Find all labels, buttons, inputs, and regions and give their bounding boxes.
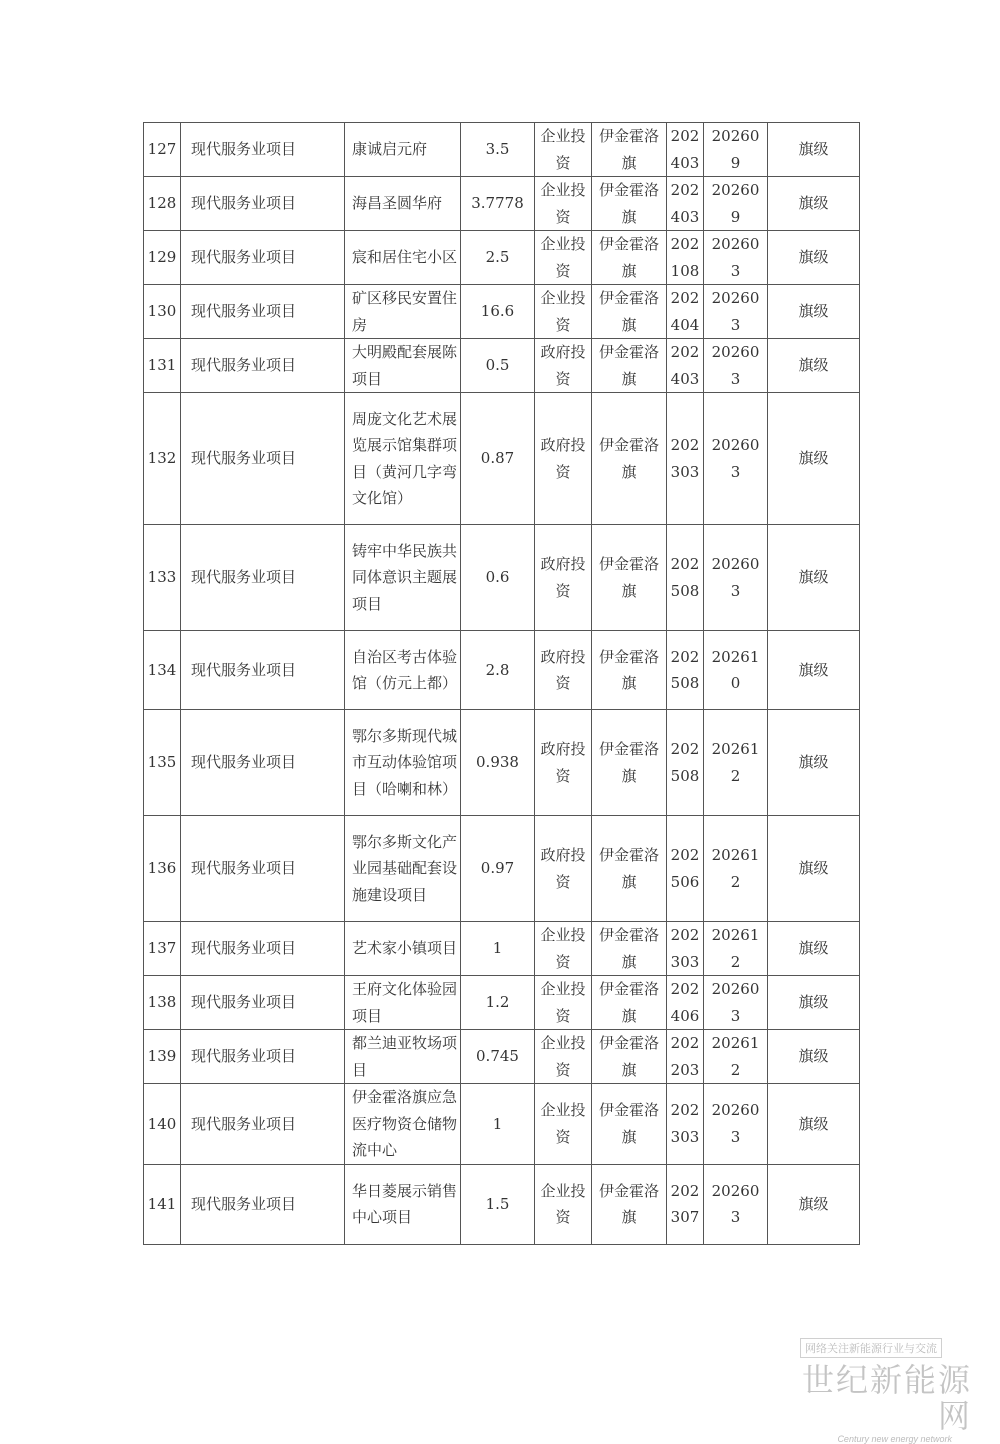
row-number: 131: [144, 339, 181, 393]
row-number: 136: [144, 816, 181, 922]
location-cell: 伊金霍洛旗: [592, 177, 667, 231]
category-cell: 现代服务业项目: [181, 285, 345, 339]
watermark-slogan: 网络关注新能源行业与交流: [800, 1338, 942, 1358]
investment-type-cell: 企业投资: [535, 922, 592, 976]
start-date-cell: 202403: [667, 177, 704, 231]
project-name-cell: 海昌圣圆华府: [345, 177, 461, 231]
start-date-cell: 202303: [667, 922, 704, 976]
project-name-cell: 宸和居住宅小区: [345, 231, 461, 285]
level-cell: 旗级: [768, 177, 860, 231]
location-cell: 伊金霍洛旗: [592, 123, 667, 177]
project-name-cell: 伊金霍洛旗应急医疗物资仓储物流中心: [345, 1084, 461, 1165]
location-cell: 伊金霍洛旗: [592, 1164, 667, 1244]
end-date-cell: 202603: [704, 231, 768, 285]
table-row: [144, 816, 860, 922]
end-date-cell: 202603: [704, 1084, 768, 1165]
project-name-cell: 王府文化体验园项目: [345, 976, 461, 1030]
investment-type-cell: 企业投资: [535, 1164, 592, 1244]
category-cell: 现代服务业项目: [181, 123, 345, 177]
investment-cell: 1: [461, 1084, 535, 1165]
category-cell: 现代服务业项目: [181, 710, 345, 816]
start-date-cell: 202303: [667, 1084, 704, 1165]
row-number: 140: [144, 1084, 181, 1165]
investment-type-cell: 政府投资: [535, 525, 592, 631]
category-cell: 现代服务业项目: [181, 1030, 345, 1084]
location-cell: 伊金霍洛旗: [592, 393, 667, 525]
table-row: [144, 525, 860, 631]
table-row: [144, 231, 860, 285]
table-body: [144, 123, 860, 1245]
level-cell: 旗级: [768, 393, 860, 525]
level-cell: 旗级: [768, 816, 860, 922]
level-cell: 旗级: [768, 525, 860, 631]
start-date-cell: 202506: [667, 816, 704, 922]
end-date-cell: 202609: [704, 177, 768, 231]
table-row: [144, 976, 860, 1030]
category-cell: 现代服务业项目: [181, 393, 345, 525]
category-cell: 现代服务业项目: [181, 525, 345, 631]
investment-type-cell: 政府投资: [535, 710, 592, 816]
row-number: 139: [144, 1030, 181, 1084]
investment-type-cell: 企业投资: [535, 285, 592, 339]
location-cell: 伊金霍洛旗: [592, 816, 667, 922]
start-date-cell: 202508: [667, 631, 704, 710]
start-date-cell: 202303: [667, 393, 704, 525]
watermark-subtitle: Century new energy network: [837, 1434, 952, 1444]
location-cell: 伊金霍洛旗: [592, 922, 667, 976]
category-cell: 现代服务业项目: [181, 339, 345, 393]
row-number: 135: [144, 710, 181, 816]
table-row: [144, 1030, 860, 1084]
end-date-cell: 202603: [704, 339, 768, 393]
project-name-cell: 鄂尔多斯文化产业园基础配套设施建设项目: [345, 816, 461, 922]
location-cell: 伊金霍洛旗: [592, 976, 667, 1030]
end-date-cell: 202612: [704, 816, 768, 922]
start-date-cell: 202508: [667, 710, 704, 816]
project-name-cell: 华日菱展示销售中心项目: [345, 1164, 461, 1244]
project-name-cell: 鄂尔多斯现代城市互动体验馆项目（哈喇和林）: [345, 710, 461, 816]
category-cell: 现代服务业项目: [181, 976, 345, 1030]
start-date-cell: 202406: [667, 976, 704, 1030]
row-number: 129: [144, 231, 181, 285]
investment-cell: 16.6: [461, 285, 535, 339]
category-cell: 现代服务业项目: [181, 1084, 345, 1165]
row-number: 130: [144, 285, 181, 339]
investment-cell: 0.745: [461, 1030, 535, 1084]
location-cell: 伊金霍洛旗: [592, 710, 667, 816]
category-cell: 现代服务业项目: [181, 231, 345, 285]
project-name-cell: 康诚启元府: [345, 123, 461, 177]
start-date-cell: 202403: [667, 339, 704, 393]
investment-cell: 0.6: [461, 525, 535, 631]
level-cell: 旗级: [768, 123, 860, 177]
investment-cell: 0.97: [461, 816, 535, 922]
end-date-cell: 202603: [704, 393, 768, 525]
location-cell: 伊金霍洛旗: [592, 285, 667, 339]
investment-type-cell: 政府投资: [535, 631, 592, 710]
table-row: [144, 285, 860, 339]
investment-cell: 2.5: [461, 231, 535, 285]
investment-type-cell: 企业投资: [535, 1084, 592, 1165]
category-cell: 现代服务业项目: [181, 631, 345, 710]
location-cell: 伊金霍洛旗: [592, 1030, 667, 1084]
end-date-cell: 202612: [704, 710, 768, 816]
row-number: 134: [144, 631, 181, 710]
table-row: [144, 631, 860, 710]
table-row: [144, 393, 860, 525]
investment-type-cell: 政府投资: [535, 393, 592, 525]
project-table: [143, 122, 860, 1245]
row-number: 138: [144, 976, 181, 1030]
location-cell: 伊金霍洛旗: [592, 525, 667, 631]
location-cell: 伊金霍洛旗: [592, 231, 667, 285]
level-cell: 旗级: [768, 976, 860, 1030]
table-row: [144, 922, 860, 976]
start-date-cell: 202108: [667, 231, 704, 285]
investment-cell: 1.5: [461, 1164, 535, 1244]
location-cell: 伊金霍洛旗: [592, 1084, 667, 1165]
level-cell: 旗级: [768, 922, 860, 976]
category-cell: 现代服务业项目: [181, 177, 345, 231]
end-date-cell: 202603: [704, 976, 768, 1030]
category-cell: 现代服务业项目: [181, 922, 345, 976]
investment-cell: 0.87: [461, 393, 535, 525]
investment-type-cell: 企业投资: [535, 123, 592, 177]
project-name-cell: 周庞文化艺术展览展示馆集群项目（黄河几字弯文化馆）: [345, 393, 461, 525]
start-date-cell: 202307: [667, 1164, 704, 1244]
project-name-cell: 艺术家小镇项目: [345, 922, 461, 976]
end-date-cell: 202609: [704, 123, 768, 177]
level-cell: 旗级: [768, 1084, 860, 1165]
investment-type-cell: 政府投资: [535, 816, 592, 922]
investment-type-cell: 企业投资: [535, 1030, 592, 1084]
investment-type-cell: 企业投资: [535, 177, 592, 231]
project-name-cell: 大明殿配套展陈项目: [345, 339, 461, 393]
level-cell: 旗级: [768, 631, 860, 710]
table-row: [144, 339, 860, 393]
level-cell: 旗级: [768, 1164, 860, 1244]
row-number: 141: [144, 1164, 181, 1244]
category-cell: 现代服务业项目: [181, 816, 345, 922]
start-date-cell: 202203: [667, 1030, 704, 1084]
row-number: 133: [144, 525, 181, 631]
end-date-cell: 202603: [704, 285, 768, 339]
investment-cell: 0.5: [461, 339, 535, 393]
project-name-cell: 矿区移民安置住房: [345, 285, 461, 339]
start-date-cell: 202508: [667, 525, 704, 631]
level-cell: 旗级: [768, 231, 860, 285]
row-number: 127: [144, 123, 181, 177]
category-cell: 现代服务业项目: [181, 1164, 345, 1244]
project-name-cell: 都兰迪亚牧场项目: [345, 1030, 461, 1084]
project-name-cell: 自治区考古体验馆（仿元上都）: [345, 631, 461, 710]
investment-cell: 3.7778: [461, 177, 535, 231]
level-cell: 旗级: [768, 285, 860, 339]
end-date-cell: 202603: [704, 525, 768, 631]
investment-cell: 1.2: [461, 976, 535, 1030]
investment-type-cell: 企业投资: [535, 976, 592, 1030]
location-cell: 伊金霍洛旗: [592, 631, 667, 710]
start-date-cell: 202403: [667, 123, 704, 177]
table-row: [144, 1164, 860, 1244]
end-date-cell: 202612: [704, 1030, 768, 1084]
table-row: [144, 177, 860, 231]
watermark: [792, 1338, 972, 1444]
investment-cell: 3.5: [461, 123, 535, 177]
level-cell: 旗级: [768, 710, 860, 816]
start-date-cell: 202404: [667, 285, 704, 339]
investment-cell: 2.8: [461, 631, 535, 710]
end-date-cell: 202603: [704, 1164, 768, 1244]
investment-cell: 1: [461, 922, 535, 976]
row-number: 128: [144, 177, 181, 231]
end-date-cell: 202610: [704, 631, 768, 710]
investment-type-cell: 政府投资: [535, 339, 592, 393]
location-cell: 伊金霍洛旗: [592, 339, 667, 393]
end-date-cell: 202612: [704, 922, 768, 976]
level-cell: 旗级: [768, 339, 860, 393]
table-row: [144, 123, 860, 177]
row-number: 137: [144, 922, 181, 976]
level-cell: 旗级: [768, 1030, 860, 1084]
watermark-brand: 世纪新能源网: [801, 1361, 972, 1435]
row-number: 132: [144, 393, 181, 525]
table-row: [144, 710, 860, 816]
project-name-cell: 铸牢中华民族共同体意识主题展项目: [345, 525, 461, 631]
table-row: [144, 1084, 860, 1165]
investment-type-cell: 企业投资: [535, 231, 592, 285]
investment-cell: 0.938: [461, 710, 535, 816]
